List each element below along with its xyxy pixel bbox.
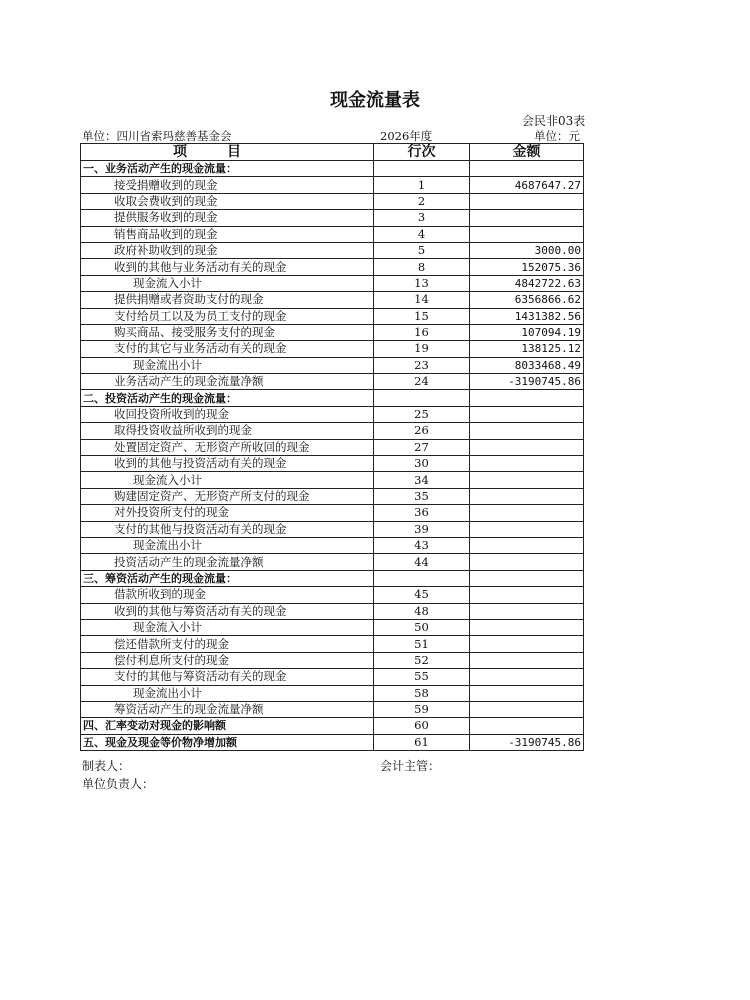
footer-accountant: 会计主管：	[380, 759, 441, 773]
row-amount	[470, 603, 584, 619]
table-row	[81, 439, 584, 455]
table-row	[81, 521, 584, 537]
row-line: 35	[374, 488, 470, 504]
row-item: 五、现金及现金等价物净增加额	[81, 734, 374, 750]
table-row	[81, 554, 584, 570]
row-item: 支付的其他与筹资活动有关的现金	[81, 669, 374, 685]
row-item: 投资活动产生的现金流量净额	[81, 554, 374, 570]
table-row	[81, 259, 584, 275]
row-item: 购建固定资产、无形资产所支付的现金	[81, 488, 374, 504]
row-item: 处置固定资产、无形资产所收回的现金	[81, 439, 374, 455]
row-item: 业务活动产生的现金流量净额	[81, 374, 374, 390]
row-amount	[470, 472, 584, 488]
table-row	[81, 701, 584, 717]
row-line	[374, 390, 470, 406]
row-item: 取得投资收益所收到的现金	[81, 423, 374, 439]
row-amount: 1431382.56	[470, 308, 584, 324]
table-row	[81, 292, 584, 308]
row-amount	[470, 456, 584, 472]
footer-maker: 制表人：	[82, 759, 131, 773]
table-header-row	[81, 144, 584, 161]
row-line: 24	[374, 374, 470, 390]
row-line: 60	[374, 718, 470, 734]
header-item: 项目	[81, 144, 374, 161]
table-row	[81, 472, 584, 488]
row-line: 8	[374, 259, 470, 275]
table-row	[81, 324, 584, 340]
table-row	[81, 374, 584, 390]
table-row	[81, 669, 584, 685]
form-code: 会民非03表	[522, 114, 586, 128]
row-line: 13	[374, 275, 470, 291]
table-row	[81, 636, 584, 652]
table-row	[81, 177, 584, 193]
row-amount	[470, 652, 584, 668]
row-item: 偿付利息所支付的现金	[81, 652, 374, 668]
header-amount: 金额	[470, 144, 584, 161]
row-amount	[470, 718, 584, 734]
row-line: 3	[374, 210, 470, 226]
table-row	[81, 390, 584, 406]
row-line: 51	[374, 636, 470, 652]
row-item: 现金流入小计	[81, 619, 374, 635]
row-line: 48	[374, 603, 470, 619]
row-line: 30	[374, 456, 470, 472]
row-item: 筹资活动产生的现金流量净额	[81, 701, 374, 717]
table-row	[81, 488, 584, 504]
row-item: 收到的其他与筹资活动有关的现金	[81, 603, 374, 619]
row-item: 二、投资活动产生的现金流量：	[81, 390, 374, 406]
row-amount	[470, 537, 584, 553]
table-row	[81, 308, 584, 324]
table-row	[81, 587, 584, 603]
table-row	[81, 275, 584, 291]
row-amount	[470, 210, 584, 226]
row-item: 提供捐赠或者资助支付的现金	[81, 292, 374, 308]
row-item: 接受捐赠收到的现金	[81, 177, 374, 193]
table-row	[81, 242, 584, 258]
table-row	[81, 406, 584, 422]
table-row	[81, 210, 584, 226]
row-line: 36	[374, 505, 470, 521]
row-amount	[470, 406, 584, 422]
row-line: 14	[374, 292, 470, 308]
row-amount	[470, 161, 584, 177]
row-line: 58	[374, 685, 470, 701]
row-item: 现金流出小计	[81, 357, 374, 373]
row-amount	[470, 636, 584, 652]
table-row	[81, 505, 584, 521]
row-line: 25	[374, 406, 470, 422]
table-row	[81, 603, 584, 619]
row-amount	[470, 439, 584, 455]
row-line: 45	[374, 587, 470, 603]
table-row	[81, 685, 584, 701]
row-line: 44	[374, 554, 470, 570]
table-row	[81, 734, 584, 750]
row-amount	[470, 619, 584, 635]
row-item: 收到的其他与投资活动有关的现金	[81, 456, 374, 472]
row-amount	[470, 488, 584, 504]
row-amount	[470, 554, 584, 570]
row-item: 三、筹资活动产生的现金流量：	[81, 570, 374, 586]
row-amount: 8033468.49	[470, 357, 584, 373]
row-item: 支付的其他与投资活动有关的现金	[81, 521, 374, 537]
table-row	[81, 423, 584, 439]
row-line	[374, 161, 470, 177]
row-amount	[470, 587, 584, 603]
page-title: 现金流量表	[330, 90, 420, 111]
row-item: 现金流入小计	[81, 275, 374, 291]
table-row	[81, 619, 584, 635]
row-item: 支付的其它与业务活动有关的现金	[81, 341, 374, 357]
row-line: 15	[374, 308, 470, 324]
row-item: 对外投资所支付的现金	[81, 505, 374, 521]
row-amount: 6356866.62	[470, 292, 584, 308]
table-row	[81, 570, 584, 586]
table-row	[81, 456, 584, 472]
organization-unit: 单位：四川省索玛慈善基金会	[82, 129, 232, 143]
row-amount	[470, 423, 584, 439]
row-line: 27	[374, 439, 470, 455]
row-item: 提供服务收到的现金	[81, 210, 374, 226]
report-year: 2026年度	[380, 129, 433, 143]
header-line: 行次	[374, 144, 470, 161]
row-amount: 138125.12	[470, 341, 584, 357]
row-amount	[470, 669, 584, 685]
cash-flow-table	[80, 143, 584, 751]
row-item: 收到的其他与业务活动有关的现金	[81, 259, 374, 275]
table-row	[81, 341, 584, 357]
table-row	[81, 161, 584, 177]
row-item: 收取会费收到的现金	[81, 193, 374, 209]
row-item: 一、业务活动产生的现金流量：	[81, 161, 374, 177]
row-line: 19	[374, 341, 470, 357]
row-line: 61	[374, 734, 470, 750]
row-amount	[470, 390, 584, 406]
row-amount	[470, 685, 584, 701]
row-item: 政府补助收到的现金	[81, 242, 374, 258]
row-item: 现金流出小计	[81, 685, 374, 701]
row-amount	[470, 521, 584, 537]
row-amount: 107094.19	[470, 324, 584, 340]
row-line: 50	[374, 619, 470, 635]
row-item: 偿还借款所支付的现金	[81, 636, 374, 652]
table-row	[81, 226, 584, 242]
row-line: 1	[374, 177, 470, 193]
row-amount	[470, 505, 584, 521]
footer-unit-head: 单位负责人：	[82, 777, 155, 791]
row-item: 购买商品、接受服务支付的现金	[81, 324, 374, 340]
row-amount: -3190745.86	[470, 374, 584, 390]
currency-unit: 单位：元	[534, 129, 580, 143]
row-amount	[470, 226, 584, 242]
row-item: 销售商品收到的现金	[81, 226, 374, 242]
row-amount	[470, 193, 584, 209]
table-row	[81, 357, 584, 373]
row-line: 59	[374, 701, 470, 717]
row-amount: 152075.36	[470, 259, 584, 275]
row-item: 现金流出小计	[81, 537, 374, 553]
row-line: 34	[374, 472, 470, 488]
row-item: 支付给员工以及为员工支付的现金	[81, 308, 374, 324]
row-line: 39	[374, 521, 470, 537]
row-line: 55	[374, 669, 470, 685]
row-line: 43	[374, 537, 470, 553]
row-line: 16	[374, 324, 470, 340]
row-line: 52	[374, 652, 470, 668]
row-item: 四、汇率变动对现金的影响额	[81, 718, 374, 734]
row-amount	[470, 570, 584, 586]
row-amount: -3190745.86	[470, 734, 584, 750]
row-line: 2	[374, 193, 470, 209]
row-line: 4	[374, 226, 470, 242]
row-amount: 3000.00	[470, 242, 584, 258]
row-amount: 4842722.63	[470, 275, 584, 291]
row-line: 23	[374, 357, 470, 373]
row-amount: 4687647.27	[470, 177, 584, 193]
table-row	[81, 537, 584, 553]
row-line: 26	[374, 423, 470, 439]
row-item: 现金流入小计	[81, 472, 374, 488]
table-row	[81, 193, 584, 209]
row-line	[374, 570, 470, 586]
table-row	[81, 718, 584, 734]
row-line: 5	[374, 242, 470, 258]
row-amount	[470, 701, 584, 717]
row-item: 收回投资所收到的现金	[81, 406, 374, 422]
row-item: 借款所收到的现金	[81, 587, 374, 603]
table-row	[81, 652, 584, 668]
